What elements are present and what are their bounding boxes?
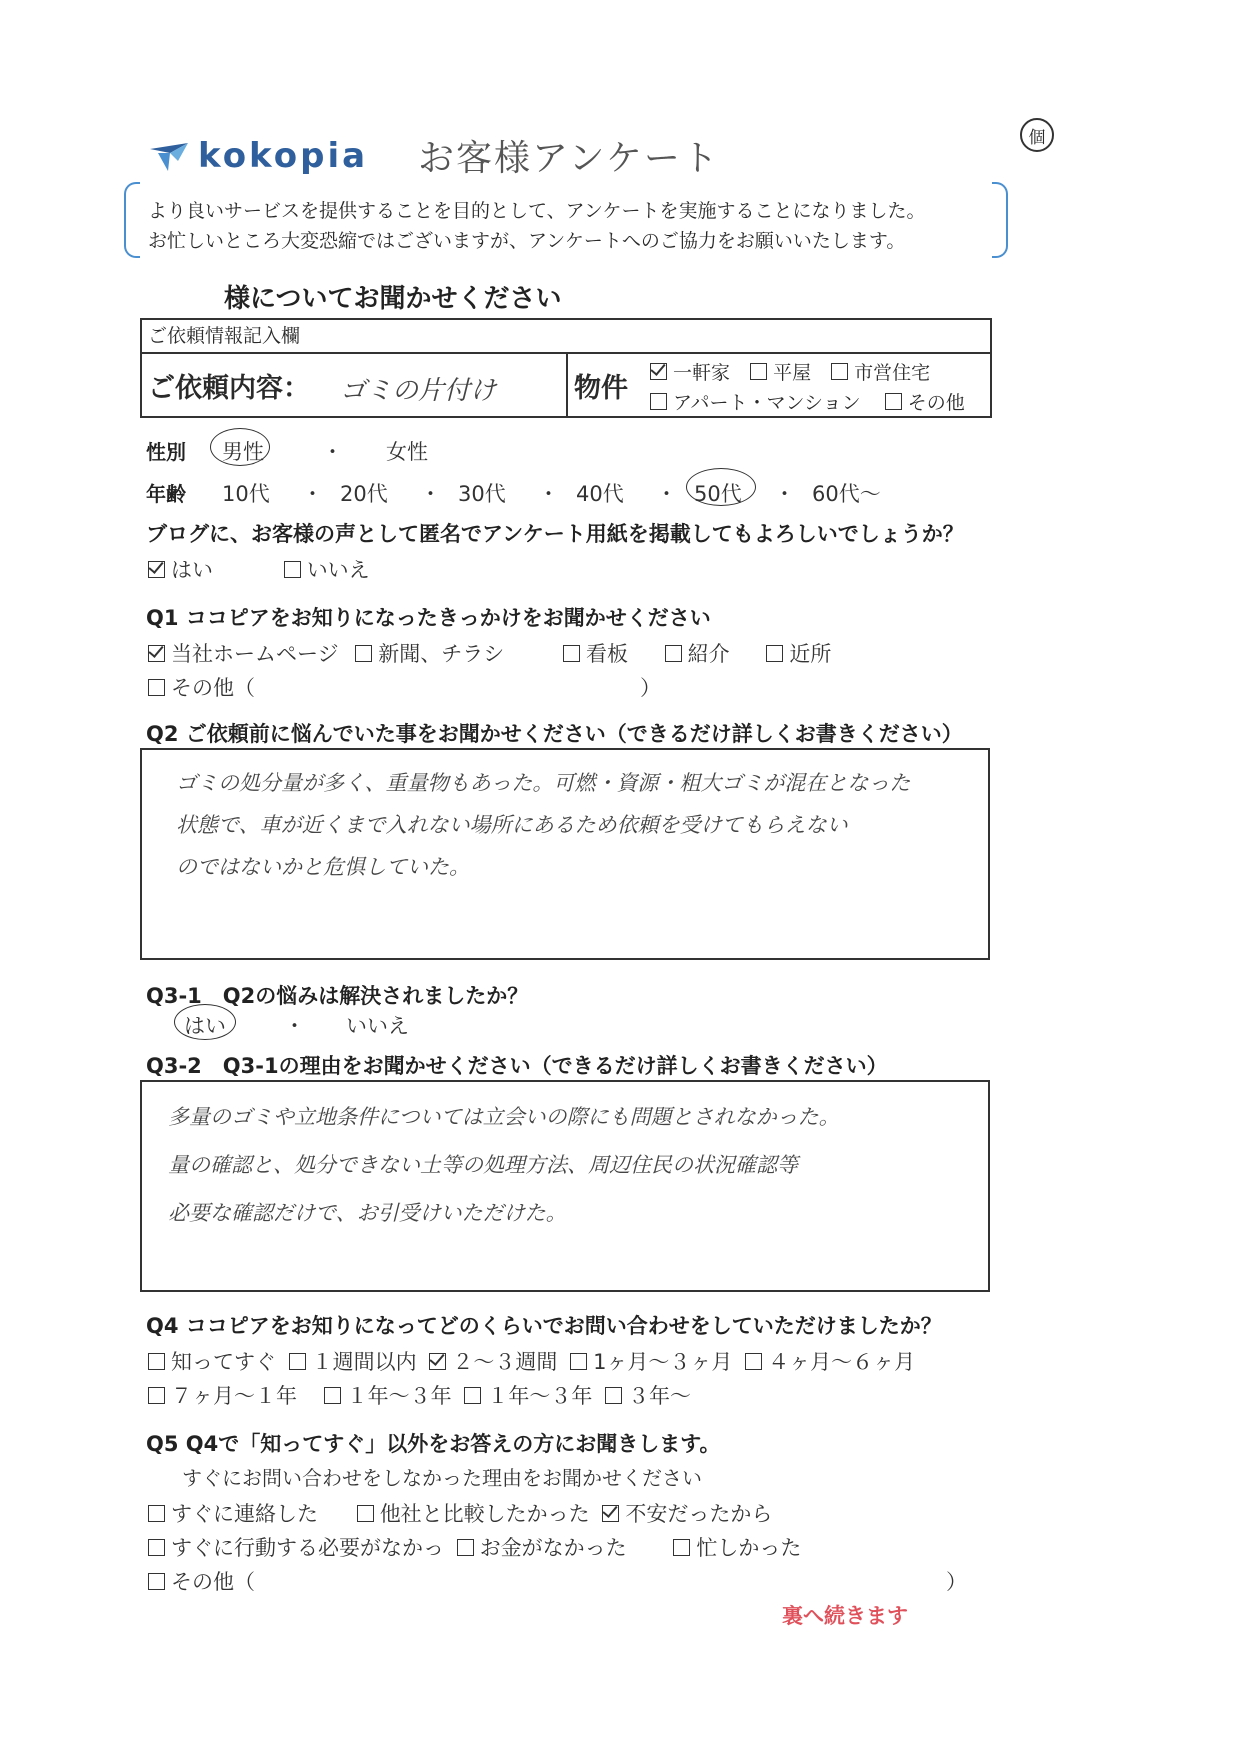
logo-name: kokopia — [198, 136, 369, 176]
q3-1-sep: ・ — [284, 1014, 305, 1038]
intro-line-2: お忙しいところ大変恐縮ではございますが、アンケートへのご協力をお願いいたします。 — [148, 230, 906, 252]
checkbox-icon[interactable] — [355, 645, 372, 662]
q1-options — [148, 638, 831, 668]
property-option-other[interactable]: その他 — [885, 392, 965, 414]
q2-answer-line-1: ゴミの処分量が多く、重量物もあった。可燃・資源・粗大ゴミが混在となった — [176, 771, 911, 795]
checkbox-icon[interactable] — [148, 1539, 165, 1556]
age-option-10[interactable]: 10代 — [222, 482, 270, 506]
q3-2-answer-line-3: 必要な確認だけで、お引受けいただけた。 — [168, 1201, 567, 1225]
request-table — [140, 318, 992, 418]
property-label: 物件 — [574, 373, 628, 404]
q1-option-neighborhood[interactable]: 近所 — [766, 642, 831, 666]
bird-logo-icon — [148, 139, 192, 173]
property-option-ikkenya[interactable]: 一軒家 — [650, 362, 730, 384]
q1-option-homepage[interactable]: 当社ホームページ — [148, 642, 339, 666]
blog-question: ブログに、お客様の声として匿名でアンケート用紙を掲載してもよろしいでしょうか？ — [146, 522, 964, 546]
age-option-20[interactable]: 20代 — [340, 482, 388, 506]
checkbox-checked-icon[interactable] — [650, 363, 667, 380]
checkbox-icon[interactable] — [673, 1539, 690, 1556]
request-table-header: ご依頼情報記入欄 — [142, 320, 990, 354]
q5-option-contacted[interactable]: すぐに連絡した — [148, 1502, 318, 1526]
checkbox-icon[interactable] — [745, 1353, 762, 1370]
q3-2-answer-line-2: 量の確認と、処分できない土等の処理方法、周辺住民の状況確認等 — [168, 1153, 798, 1177]
gender-label: 性別 — [146, 440, 186, 464]
checkbox-checked-icon[interactable] — [602, 1505, 619, 1522]
q4-options-row2 — [148, 1380, 691, 1410]
checkbox-icon[interactable] — [148, 679, 165, 696]
checkbox-icon[interactable] — [457, 1539, 474, 1556]
checkbox-checked-icon[interactable] — [148, 645, 165, 662]
checkbox-icon[interactable] — [148, 1353, 165, 1370]
q2-answer-line-3: のではないかと危惧していた。 — [176, 855, 470, 879]
q1-option-signboard[interactable]: 看板 — [563, 642, 628, 666]
q2-question: Q2 ご依頼前に悩んでいた事をお聞かせください（できるだけ詳しくお書きください） — [146, 722, 963, 746]
checkbox-icon[interactable] — [324, 1387, 341, 1404]
property-option-hiraya[interactable]: 平屋 — [750, 362, 811, 384]
checkbox-checked-icon[interactable] — [429, 1353, 446, 1370]
q1-option-other[interactable]: その他（ — [148, 676, 255, 700]
checkbox-icon[interactable] — [464, 1387, 481, 1404]
q1-other-close: ） — [640, 676, 661, 700]
age-option-50[interactable]: 50代 — [694, 482, 742, 506]
checkbox-icon[interactable] — [148, 1573, 165, 1590]
q5-option-compare[interactable]: 他社と比較したかった — [357, 1502, 590, 1526]
age-sep: ・ — [538, 482, 559, 506]
age-option-60[interactable]: 60代〜 — [812, 482, 881, 506]
age-sep: ・ — [774, 482, 795, 506]
q4-option-1week[interactable]: １週間以内 — [289, 1350, 417, 1374]
checkbox-icon[interactable] — [605, 1387, 622, 1404]
checkbox-icon[interactable] — [750, 363, 767, 380]
personal-stamp: 個 — [1020, 118, 1054, 152]
q3-1-option-yes[interactable]: はい — [184, 1014, 226, 1038]
q4-option-7months-1year[interactable]: ７ヶ月〜１年 — [148, 1384, 297, 1408]
checkbox-icon[interactable] — [831, 363, 848, 380]
q4-question: Q4 ココピアをお知りになってどのくらいでお問い合わせをしていただけましたか？ — [146, 1314, 942, 1338]
age-label: 年齢 — [146, 482, 186, 506]
content-label: ご依頼内容： — [148, 373, 310, 404]
age-option-30[interactable]: 30代 — [458, 482, 506, 506]
q4-options-row1 — [148, 1346, 915, 1376]
q5-option-no-money[interactable]: お金がなかった — [457, 1536, 627, 1560]
q5-option-anxious[interactable]: 不安だったから — [602, 1502, 772, 1526]
age-sep: ・ — [302, 482, 323, 506]
q3-2-answer-line-1: 多量のゴミや立地条件については立会いの際にも問題とされなかった。 — [168, 1105, 840, 1129]
q2-answer-line-2: 状態で、車が近くまで入れない場所にあるため依頼を受けてもらえない — [176, 813, 848, 837]
property-option-apartment[interactable]: アパート・マンション — [650, 392, 861, 414]
checkbox-icon[interactable] — [148, 1387, 165, 1404]
age-sep: ・ — [420, 482, 441, 506]
blog-option-yes[interactable]: はい — [148, 558, 213, 582]
q4-option-1-3months[interactable]: 1ヶ月〜３ヶ月 — [570, 1350, 732, 1374]
checkbox-icon[interactable] — [563, 645, 580, 662]
bracket-right — [992, 182, 1008, 258]
checkbox-icon[interactable] — [766, 645, 783, 662]
q5-subquestion: すぐにお問い合わせをしなかった理由をお聞かせください — [182, 1466, 702, 1490]
about-heading: 様についてお聞かせください — [224, 284, 562, 314]
q5-option-other[interactable]: その他（ — [148, 1570, 255, 1594]
checkbox-icon[interactable] — [284, 561, 301, 578]
content-value: ゴミの片付け — [340, 376, 497, 406]
q1-other-row — [148, 672, 255, 702]
q1-option-newspaper[interactable]: 新聞、チラシ — [355, 642, 504, 666]
q5-options-row1 — [148, 1498, 772, 1528]
property-options-row2 — [650, 388, 965, 415]
q3-1-option-no[interactable]: いいえ — [346, 1014, 409, 1038]
gender-sep: ・ — [322, 440, 343, 464]
checkbox-checked-icon[interactable] — [148, 561, 165, 578]
q4-option-1-3years[interactable]: １年〜３年 — [324, 1384, 452, 1408]
gender-option-female[interactable]: 女性 — [386, 440, 428, 464]
q5-option-no-need[interactable]: すぐに行動する必要がなかっ — [148, 1536, 444, 1560]
request-content-cell — [142, 354, 568, 416]
q3-2-question: Q3-2 Q3-1の理由をお聞かせください（できるだけ詳しくお書きください） — [146, 1054, 888, 1078]
checkbox-icon[interactable] — [148, 1505, 165, 1522]
property-options-row1 — [650, 358, 930, 385]
page-title: お客様アンケート — [418, 138, 720, 179]
checkbox-icon[interactable] — [665, 645, 682, 662]
checkbox-icon[interactable] — [570, 1353, 587, 1370]
q4-option-2-3weeks[interactable]: ２〜３週間 — [429, 1350, 557, 1374]
kokopia-logo — [148, 136, 368, 176]
checkbox-icon[interactable] — [650, 393, 667, 410]
q4-option-1-3years-b[interactable]: １年〜３年 — [464, 1384, 592, 1408]
age-option-40[interactable]: 40代 — [576, 482, 624, 506]
q5-option-busy[interactable]: 忙しかった — [673, 1536, 801, 1560]
q4-option-immediately[interactable]: 知ってすぐ — [148, 1350, 276, 1374]
q5-question: Q5 Q4で「知ってすぐ」以外をお答えの方にお聞きします。 — [146, 1432, 721, 1456]
q5-options-row2 — [148, 1532, 801, 1562]
q4-option-3years-plus[interactable]: ３年〜 — [605, 1384, 691, 1408]
blog-option-no[interactable]: いいえ — [284, 558, 370, 582]
continue-note: 裏へ続きます — [782, 1604, 908, 1628]
q4-option-4-6months[interactable]: ４ヶ月〜６ヶ月 — [745, 1350, 915, 1374]
checkbox-icon[interactable] — [289, 1353, 306, 1370]
intro-line-1: より良いサービスを提供することを目的として、アンケートを実施することになりました。 — [148, 200, 926, 222]
age-sep: ・ — [656, 482, 677, 506]
q1-question: Q1 ココピアをお知りになったきっかけをお聞かせください — [146, 606, 711, 630]
q5-other-row — [148, 1566, 255, 1596]
checkbox-icon[interactable] — [885, 393, 902, 410]
gender-option-male[interactable]: 男性 — [222, 440, 264, 464]
blog-options — [148, 554, 370, 584]
q5-other-close: ） — [946, 1570, 967, 1594]
checkbox-icon[interactable] — [357, 1505, 374, 1522]
bracket-left — [124, 182, 140, 258]
property-option-shiei[interactable]: 市営住宅 — [831, 362, 930, 384]
q1-option-referral[interactable]: 紹介 — [665, 642, 730, 666]
q3-1-question: Q3-1 Q2の悩みは解決されましたか？ — [146, 984, 529, 1008]
